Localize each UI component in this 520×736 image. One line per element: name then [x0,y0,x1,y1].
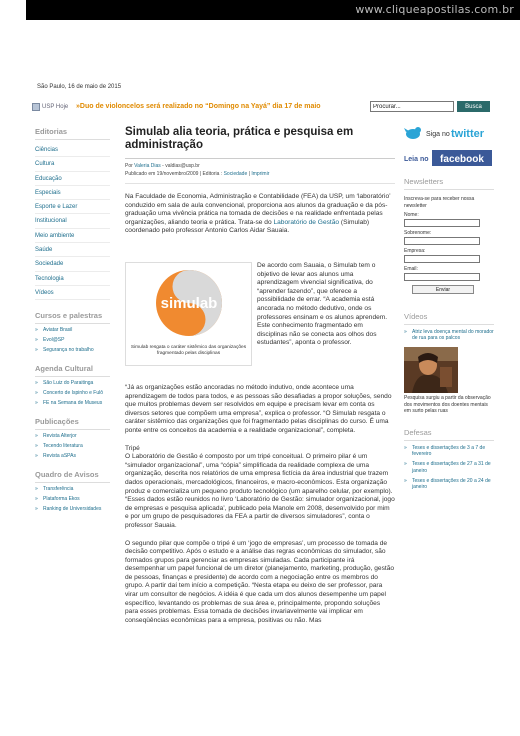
article-figure [125,262,252,366]
article-paragraph-3: “Já as organizações estão ancoradas no método indutivo, onde acontece uma aprendizagem de todos para todos, e as pessoas são desafiadas a propor soluções, sendo que muitos problemas devem ser resolvidos em equipe e precisam levar em conta os diversos setores que compõem uma empresa”, explica o professor. “O Simulab resgata o caráter sistêmico das organizações que foi fragmentado pelas disciplinas do curso. É uma ponte entre os conceitos da academia e a realidade organizacional”, completa. [125,384,392,434]
article-title: Simulab alia teoria, prática e pesquisa em administração [125,126,354,151]
print-link[interactable]: Imprimir [251,171,270,177]
facebook-label: Leia no [404,156,429,163]
publicacao-link[interactable]: Tecendo literatura [43,443,83,450]
laboratorio-link[interactable]: Laboratório de Gestão [273,218,340,226]
bullet-icon: » [35,433,38,440]
headline-link[interactable]: »Duo de violoncelos será realizado no “Domingo na Yayá” dia 17 de maio [76,103,321,110]
byline-prefix: Por [125,163,135,169]
article-paragraph-4: O Laboratório de Gestão é composto por um tripé conceitual. O primeiro pilar é um “simulador organizacional”, uma “cópia” simplificada da realidade complexa de uma organização, descrita nos relatórios de uma empresa fictícia da área industrial que trazem dados operacionais, mercadológicos, financeiros, e macro-econômicos. Esta organização produz e comercializa um pequeno produto tecnológico (um aparelho celular, por exemplo). “Esses dados estão reunidos no livro ‘Laboratório de Gestão: simulador organizacional, jogo de empresas e pesquisa aplicada’, publicado pela Manole em 2008, desenvolvido por mim e por um grupo de pesquisadores da FEA a partir de diversos simuladores”, conta o professor Sauaia. [125,453,395,529]
search-input[interactable] [370,101,454,112]
meta-separator: | [198,171,203,177]
published-date: Publicado em 19/novembro/2009 [125,171,199,177]
bullet-icon: » [35,443,38,450]
article-meta [125,171,395,184]
nome-label: Nome: [404,212,419,218]
article-continued [125,384,395,625]
email-field[interactable] [404,273,480,281]
bullet-icon: » [35,390,38,397]
aviso-link[interactable]: Ranking de Universidades [43,506,102,513]
send-button[interactable]: Enviar [412,285,474,294]
aviso-link[interactable]: Transferência [43,486,74,493]
defesa-link[interactable]: Teses e dissertações de 20 a 24 de janeiro [412,477,491,491]
usp-hoje-icon [32,103,40,111]
agenda-heading: Agenda Cultural [35,362,110,377]
defesa-link[interactable]: Teses e dissertações de 27 a 31 de janeiro [412,461,491,474]
article-paragraph-1 [125,193,395,236]
sidebar-item-especiais[interactable]: Especiais [35,186,110,200]
nome-field[interactable] [404,219,480,227]
sidebar-item-meio-ambiente[interactable]: Meio ambiente [35,229,110,243]
page-date: São Paulo, 16 de maio de 2015 [37,84,122,90]
article-byline [125,163,395,169]
defesa-link[interactable]: Teses e dissertações de 3 a 7 de fevereiro [412,445,486,458]
editoria-label: Editoria : [202,171,224,177]
video-thumbnail[interactable] [404,347,458,393]
editorias-heading: Editorias [35,125,110,140]
facebook-badge[interactable] [404,149,494,167]
bullet-icon: » [404,461,407,468]
defesas-heading: Defesas [404,428,494,441]
video-link[interactable]: Atriz leva doença mental do morador de rua para os palcos [412,329,494,342]
simulab-logo-image [129,266,248,342]
left-sidebar [35,125,110,516]
sidebar-item-sociedade[interactable]: Sociedade [35,257,110,271]
bullet-icon: » [35,486,38,493]
facebook-wordmark: facebook [440,154,484,165]
right-sidebar [404,124,494,490]
cursos-heading: Cursos e palestras [35,309,110,324]
author-email: - valdias@usp.br [160,163,200,169]
agenda-link[interactable]: Concerto de Ispinho e Fulô [43,390,104,397]
sidebar-item-ciencias[interactable]: Ciências [35,143,110,157]
paragraph-text: Na Faculdade de Economia, Administração e Contabilidade (FEA) da USP, um ‘laboratório’ conduzido em sala de aula convencional, proporciona aos alunos da graduação e da pós-graduação uma vivência prática na tomada de decisões e na realidade enfrentada pelas organizações, aliando teoria e prática. Trata-se do [125,193,391,226]
sidebar-item-tecnologia[interactable]: Tecnologia [35,272,110,286]
simulab-logo-text: simulab [160,295,218,312]
bullet-icon: » [35,453,38,460]
news-ticker [31,99,491,115]
defesa-item[interactable] [404,461,494,473]
sidebar-item-cultura[interactable]: Cultura [35,157,110,171]
defesa-item[interactable] [404,478,494,490]
cursos-link[interactable]: Segurança no trabalho [43,347,94,354]
bullet-icon: » [35,347,38,354]
sidebar-item-educacao[interactable]: Educação [35,172,110,186]
bullet-icon: » [404,445,407,452]
sidebar-item-institucional[interactable]: Institucional [35,214,110,228]
email-label: Email: [404,266,418,272]
figure-caption: Simulab resgata o caráter sistêmico das organizações fragmentado pelas disciplinas [130,345,247,356]
top-banner [26,0,520,20]
twitter-wordmark: twitter [451,128,484,140]
sidebar-item-saude[interactable]: Saúde [35,243,110,257]
paragraph-text: (Simulab) coordenado pelo professor Antonio Carlos Aidar Sauaia. [125,218,370,235]
bullet-icon: » [35,496,38,503]
author-link[interactable]: Valeria Dias [134,163,161,169]
bullet-icon: » [35,506,38,513]
section-heading-tripe: Tripé [125,444,140,452]
bullet-icon: » [35,327,38,334]
usp-hoje-label: USP Hoje [42,104,69,110]
search-button[interactable]: Busca [457,101,490,112]
cursos-link[interactable]: Evol@SP [43,337,65,344]
sidebar-item-esporte[interactable]: Esporte e Lazer [35,200,110,214]
aviso-link[interactable]: Plataforma Ekos [43,496,80,503]
article-paragraph-2: De acordo com Sauaia, o Simulab tem o objetivo de levar aos alunos uma aprendizagem vivencial significativa, do “aprender fazendo”, que oferece a possibilidade de errar. “A academia está ancorada no método dedutivo, onde os professores ensinam e os alunos aprendem. Este conhecimento fragmentado em disciplinas não se conecta aos olhos dos estudantes”, aponta o professor. [257,262,388,347]
twitter-badge[interactable] [404,124,494,142]
sobrenome-field[interactable] [404,237,480,245]
bullet-icon: » [35,400,38,407]
publicacoes-heading: Publicações [35,415,110,430]
twitter-bird-icon [404,127,421,139]
sobrenome-label: Sobrenome: [404,230,432,236]
article [125,126,395,236]
sidebar-item-videos[interactable]: Vídeos [35,286,110,300]
cursos-link[interactable]: Aviatar Brasil [43,327,73,334]
publicacao-link[interactable]: Revista aSPAs [43,453,76,460]
meta-separator: | [247,171,252,177]
twitter-label: Siga no [426,131,450,138]
bullet-icon: » [35,337,38,344]
video-caption: Pesquisa surgiu a partir da observação dos movimentos dos doentes mentais em surto pelas ruas [404,395,491,414]
quadro-heading: Quadro de Avisos [35,468,110,483]
defesa-item[interactable] [404,445,494,457]
site-watermark: www.cliqueapostilas.com.br [355,3,514,16]
newsletter-description: Inscreva-se para receber nossa newsletter [404,196,475,209]
title-divider [125,158,395,159]
agenda-link[interactable]: FE na Semana de Museus [43,400,103,407]
bullet-icon: » [35,380,38,387]
videos-heading: Vídeos [404,312,494,325]
video-link-item[interactable] [404,329,494,341]
empresa-field[interactable] [404,255,480,263]
publicacao-link[interactable]: Revista Alterjor [43,433,77,440]
empresa-label: Empresa: [404,248,426,254]
article-paragraph-5: O segundo pilar que compõe o tripé é um ‘jogo de empresas’, um processo de tomada de decisão competitivo. Após o estudo e a análise das regras econômicas do simulador, são formados grupos para gerenciar as empresas simuladas. Cada participante irá desempenhar um papel funcional de um diretor (planejamento, marketing, produção, gestão de pessoas, finanças e presidente) de acordo com a negociação entre os membros do grupo. A partir daí tem início a competição. “Nesta etapa eu deixo de ser professor, para virar um consultor de negócios. A idéia é que cada um dos alunos desempenhe um papel específico, levantando os problemas de sua área e, principalmente, propondo soluções para esses problemas. Essa tomada de decisões invariavelmente vai implicar em conseqüências econômicas para a empresa, positivas ou não. Mas [125,539,395,624]
agenda-link[interactable]: São Luiz do Paraitinga [43,380,94,387]
bullet-icon: » [404,477,407,484]
newsletter-heading: Newsletters [404,177,494,190]
editoria-link[interactable]: Sociedade [223,171,248,177]
bullet-icon: » [404,329,407,335]
